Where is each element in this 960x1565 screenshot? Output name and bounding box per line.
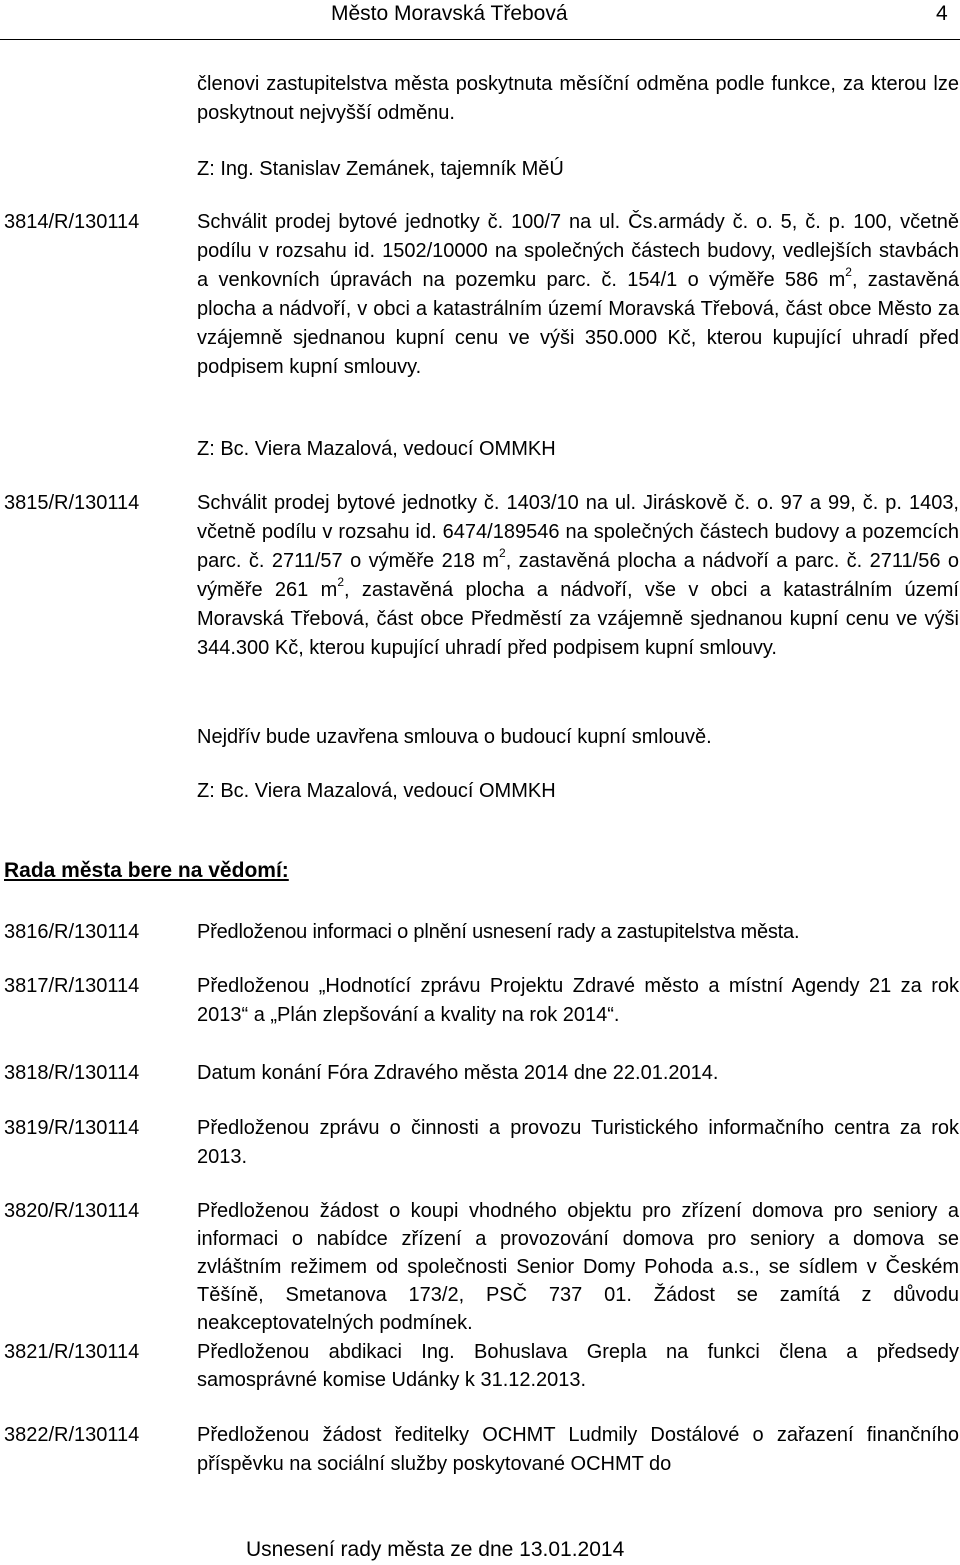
page-number: 4: [936, 2, 948, 25]
item-text: Předloženou „Hodnotící zprávu Projektu Zdravé město a místní Agendy 21 za rok 2013“ a „Plán zlepšování a kvality na rok 2014“.: [197, 975, 959, 1026]
section-heading: Rada města bere na vědomí:: [4, 859, 289, 882]
header-divider: [0, 39, 960, 40]
item-text: Předloženou žádost ředitelky OCHMT Ludmily Dostálové o zařazení finančního příspěvku na sociální služby poskytované OCHMT do: [197, 1424, 959, 1475]
item-text: Předloženou žádost o koupi vhodného objektu pro zřízení domova pro seniory a informaci o nabídce zřízení a provozování domova pro seniory a domova se zvláštním režimem od společnosti Senior Domy Pohoda a.s., se sídlem v Českém Těšíně, Smetanova 173/2, PSČ 737 01. Žádost se zamítá z důvodu neakceptovatelných podmínek.: [197, 1200, 959, 1334]
header-title: Město Moravská Třebová: [331, 2, 568, 25]
page-footer: Usnesení rady města ze dne 13.01.2014: [246, 1538, 625, 1561]
resolution-number: 3815/R/130114: [4, 492, 140, 514]
resolution-responsible: Z: Bc. Viera Mazalová, vedoucí OMMKH: [197, 780, 556, 802]
item-text: Předloženou zprávu o činnosti a provozu Turistického informačního centra za rok 2013.: [197, 1117, 959, 1168]
item-number: 3821/R/130114: [4, 1341, 140, 1363]
item-number: 3818/R/130114: [4, 1062, 140, 1084]
item-text: Předloženou abdikaci Ing. Bohuslava Grepla na funkci člena a předsedy samosprávné komise Udánky k 31.12.2013.: [197, 1341, 959, 1391]
resolution-number: 3814/R/130114: [4, 211, 140, 233]
item-number: 3822/R/130114: [4, 1424, 140, 1446]
intro-responsible: Z: Ing. Stanislav Zemánek, tajemník MěÚ: [197, 158, 564, 180]
item-number: 3820/R/130114: [4, 1200, 140, 1222]
intro-text: členovi zastupitelstva města poskytnuta měsíční odměna podle funkce, za kterou lze poskytnout nejvyšší odměnu.: [197, 73, 959, 124]
item-text: Předloženou informaci o plnění usnesení rady a zastupitelstva města.: [197, 921, 800, 943]
item-number: 3817/R/130114: [4, 975, 140, 997]
resolution-text: Schválit prodej bytové jednotky č. 1403/10 na ul. Jiráskově č. o. 97 a 99, č. p. 1403, včetně podílu v rozsahu id. 6474/189546 na společných částech budovy a pozemcích parc. č. 2711/57 o výměře 218 $m^2$, zastavěná plocha a nádvoří a parc. č. 2711/56 o výměře 261 $m^2$, zastavěná plocha a nádvoří, vše v obci a katastrálním území Moravská Třebová, část obce Předměstí za vzájemně sjednanou kupní cenu ve výši 344.300 Kč, kterou kupující uhradí před podpisem kupní smlouvy.: [197, 492, 959, 659]
item-number: 3816/R/130114: [4, 921, 140, 943]
resolution-note: Nejdřív bude uzavřena smlouva o budoucí kupní smlouvě.: [197, 726, 712, 748]
item-number: 3819/R/130114: [4, 1117, 140, 1139]
resolution-text: Schválit prodej bytové jednotky č. 100/7 na ul. Čs.armády č. o. 5, č. p. 100, včetně podílu v rozsahu id. 1502/10000 na společných částech budovy, vedlejších stavbách a venkovních úpravách na pozemku parc. č. 154/1 o výměře 586 $m^2$, zastavěná plocha a nádvoří, v obci a katastrálním území Moravská Třebová, část obce Město za vzájemně sjednanou kupní cenu ve výši 350.000 Kč, kterou kupující uhradí před podpisem kupní smlouvy.: [197, 211, 959, 378]
item-text: Datum konání Fóra Zdravého města 2014 dne 22.01.2014.: [197, 1062, 719, 1084]
resolution-responsible: Z: Bc. Viera Mazalová, vedoucí OMMKH: [197, 438, 556, 460]
